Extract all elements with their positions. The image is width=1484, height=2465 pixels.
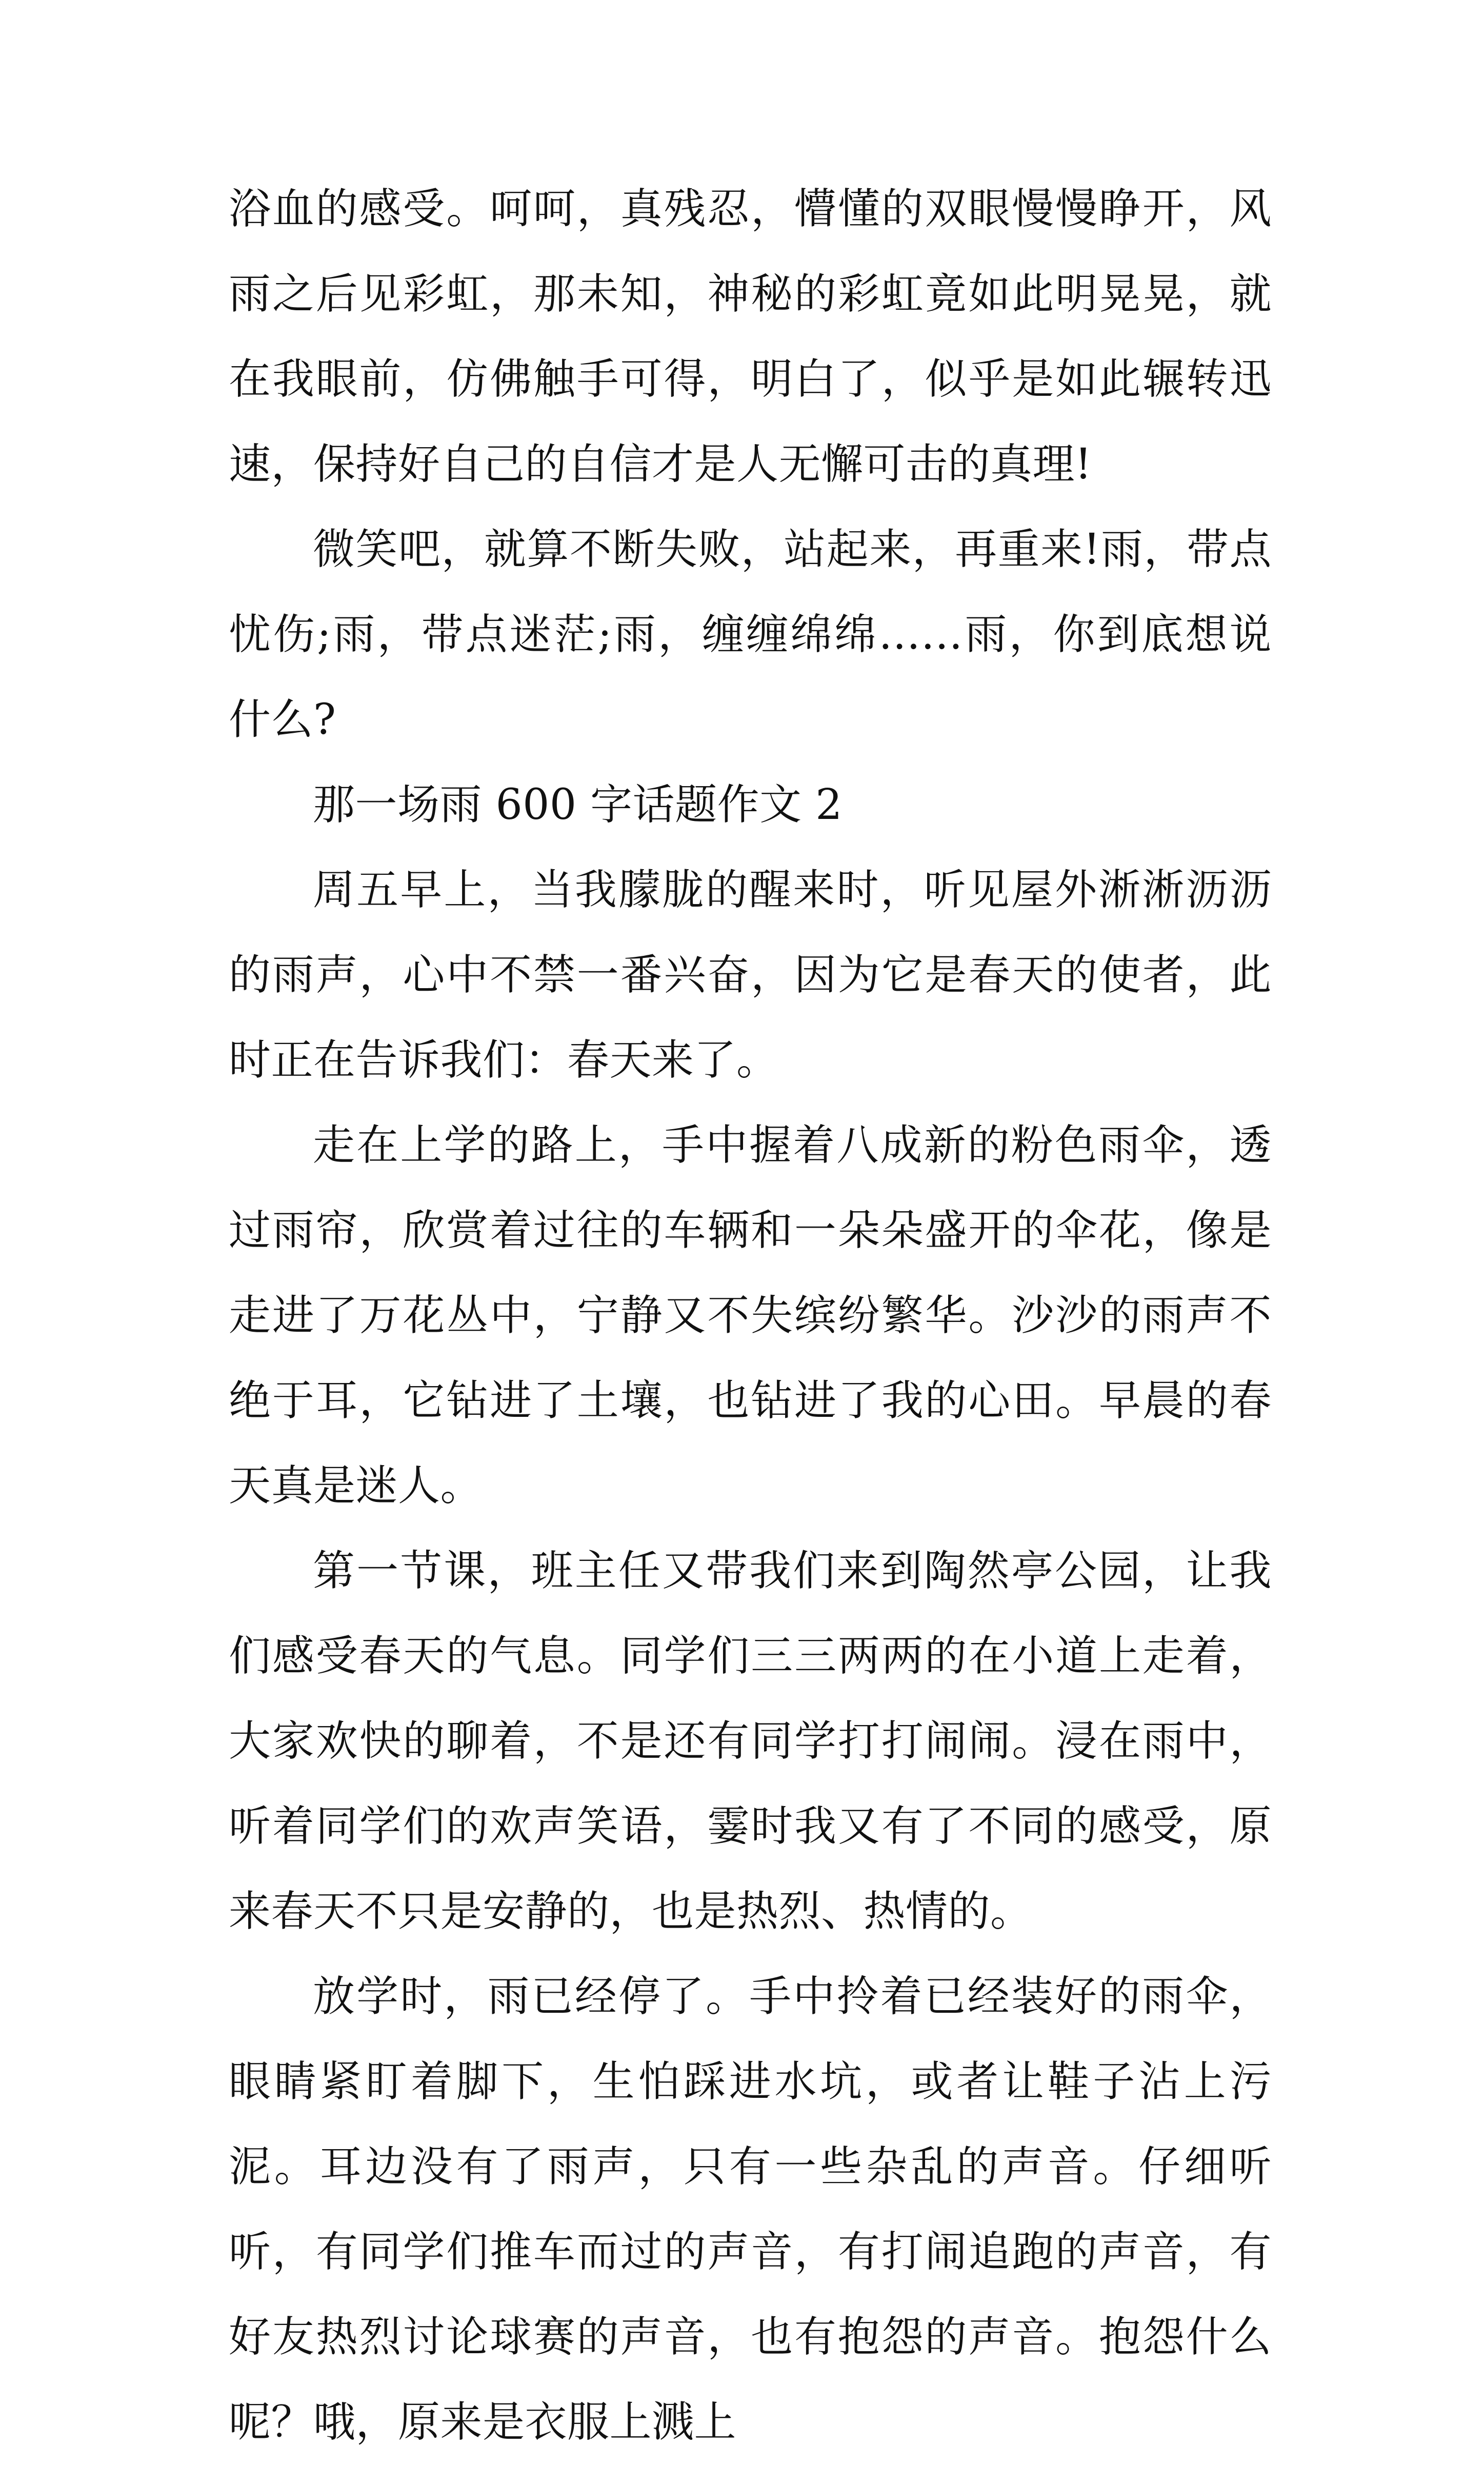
paragraph-first-class: 第一节课，班主任又带我们来到陶然亭公园，让我们感受春天的气息。同学们三三两两的在小道上走着，大家欢快的聊着，不是还有同学打打闹闹。浸在雨中，听着同学们的欢声笑语，霎时我又有了不同的感受，原来春天不只是安静的，也是热烈、热情的。 [229,1547,1272,1936]
paragraph-continued: 浴血的感受。呵呵，真残忍，懵懂的双眼慢慢睁开，风雨之后见彩虹，那未知，神秘的彩虹竟如此明晃晃，就在我眼前，仿佛触手可得，明白了，似乎是如此辗转迅速，保持好自己的自信才是人无懈可击的真理! [229,185,1272,489]
paragraph-after-school: 放学时，雨已经停了。手中拎着已经装好的雨伞，眼睛紧盯着脚下，生怕踩进水坑，或者让鞋子沾上污泥。耳边没有了雨声，只有一些杂乱的声音。仔细听听，有同学们推车而过的声音，有打闹追跑的声音，有好友热烈讨论球赛的声音，也有抱怨的声音。抱怨什么呢？哦，原来是衣服上溅上 [229,1972,1272,2447]
essay-title: 那一场雨 600 字话题作文 2 [313,780,843,829]
paragraph-walk-to-school: 走在上学的路上，手中握着八成新的粉色雨伞，透过雨帘，欣赏着过往的车辆和一朵朵盛开的伞花，像是走进了万花丛中，宁静又不失缤纷繁华。沙沙的雨声不绝于耳，它钻进了土壤，也钻进了我的心田。早晨的春天真是迷人。 [229,1121,1272,1510]
paragraph-smile: 微笑吧，就算不断失败，站起来，再重来!雨，带点忧伤;雨，带点迷茫;雨，缠缠绵绵……雨，你到底想说什么? [229,525,1272,744]
essay-body [229,167,1272,2465]
paragraph-friday-morning: 周五早上，当我朦胧的醒来时，听见屋外淅淅沥沥的雨声，心中不禁一番兴奋，因为它是春天的使者，此时正在告诉我们：春天来了。 [229,866,1272,1085]
